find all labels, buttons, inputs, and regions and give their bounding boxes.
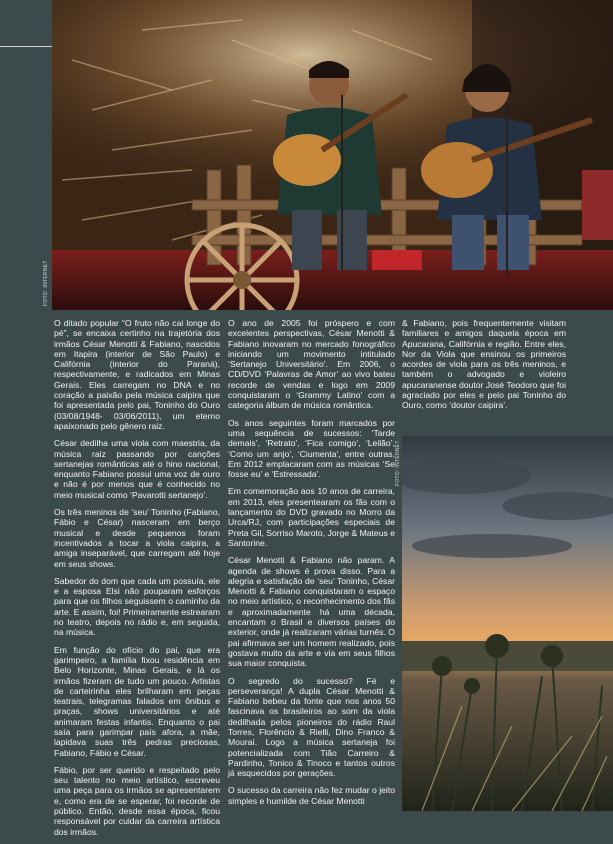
paragraph: O segredo do sucesso? Fé e perseverança! A dupla César Menotti & Fabiano bebeu da fonte que nos anos 50 fascinava os brasileiros ao som da viola dedilhada pelos pioneiros do rádio Raul Torres, Florêncio & Rielli, Dino Franco & Mouraí. Logo a música sertaneja foi potencializada com Tião Carreiro & Pardinho, Tonico & Tinoco e tantos outros já esquecidos por gerações. xyxy=(228,675,395,779)
paragraph: Os anos seguintes foram marcados por uma sequência de sucessos: ‘Tarde demais’, ‘Retrato’, ‘Fica comigo’, ‘Leilão’, ‘Como um anjo’, ‘Ciumenta’, entre outras. Em 2012 emplacaram com as músicas ‘Se fosse eu’ e ‘Estressada’. xyxy=(228,417,395,480)
concert-photo xyxy=(52,0,613,310)
paragraph: O ano de 2005 foi próspero e com excelentes perspectivas, César Menotti & Fabiano inovaram no mercado fonográfico iniciando um movimento intitulado ‘Sertanejo Universitário’. Em 2006, o CD/DVD ‘Palavras de Amor’ ao vivo bateu recorde de vendas e logo em 2009 conquistaram o ‘Grammy Latino’ com a categoria álbum de música romântica. xyxy=(228,318,395,411)
sunset-illustration xyxy=(402,436,613,811)
text-column-2 xyxy=(228,318,395,813)
paragraph: Em função do ofício do pai, que era garimpeiro, a família fixou residência em Belo Horizonte, Minas Gerais, e lá os irmãos fizeram de tudo um pouco. Artistas de carteirinha eles brilharam em peças teatrais, telegramas falados em ônibus e praças, shows universitários e até animaram festas infantis. Enquanto o pai saía para garimpar país afora, a mãe, lapidava suas três pedras preciosas, Fabiano, Fábio e César. xyxy=(54,644,220,758)
text-column-3 xyxy=(402,318,566,418)
paragraph: O ditado popular “O fruto não cai longe do pé”, se encaixa certinho na trajetória dos irmãos César Menotti & Fabiano, nascidos em Itapira (interior de São Paulo) e Califórnia (interior do Paraná), respectivamente, e radicados em Minas Gerais. Eles carregam no DNA e no coração a paixão pela música caipira que foi apresentada pelo pai, Toninho do Ouro (03/08/1948- 03/06/2011), um eterno apaixonado pelo gênero raiz. xyxy=(54,318,220,431)
text-column-1 xyxy=(54,318,220,844)
paragraph: César dedilha uma viola com maestria, da música raiz passando por canções sertanejas românticas até o hino nacional, enquanto Fabiano possui uma voz de ouro e não é por menos que é conhecido no meio musical como ‘Pavarotti sertanejo’. xyxy=(54,438,220,500)
concert-illustration xyxy=(52,0,613,310)
photo-credit-sunset: FOTO: INTERNET xyxy=(395,440,401,486)
paragraph: Em comemoração aos 10 anos de carreira, em 2013, eles presentearam os fãs com o lançamento do DVD gravado no Morro da Urca/RJ, com participações especiais de Preta Gil, Sorriso Maroto, Jorge & Mateus e Santorine. xyxy=(228,486,395,548)
sunset-photo xyxy=(402,436,613,811)
paragraph: O sucesso da carreira não fez mudar o jeito simples e humilde de César Menotti xyxy=(228,785,395,806)
paragraph: Fábio, por ser querido e respeitado pelo seu talento no meio artístico, escreveu uma peça para os irmãos se apresentarem e, como era de se esperar, foi recorde de público. Então, desde essa época, ficou responsável por cuidar da carreira artística dos irmãos. xyxy=(54,764,220,837)
paragraph: & Fabiano, pois frequentemente visitam familiares e amigos daquela época em Apucarana, Califórnia e região. Entre eles, Nor da Viola que ensinou os primeiros acordes de viola para os três meninos, e também o advogado e violeiro apucaranense doutor José Teodoro que foi agraciado por eles e pelo pai Toninho do Ouro, como ‘doutor caipira’. xyxy=(402,318,566,411)
paragraph: César Menotti & Fabiano não param. A agenda de shows é prova disso. Para a alegria e satisfação de ‘seu’ Toninho, César Menotti & Fabiano conquistaram o espaço no meio artístico, o reconhecimento dos fãs e aproximadamente há uma década, encantam o Brasil e diversos países do exterior, onde já realizaram várias turnês. O pai afirmava ser um homem realizado, pois gostava muito da arte e via em seus filhos sua maior conquista. xyxy=(228,555,395,669)
paragraph: Sabedor do dom que cada um possuía, ele e a esposa Elsi não pouparam esforços para que os filhos seguissem o caminho da arte. E assim, foi! Primeiramente estrearam no teatro, depois no rádio e, em seguida, na música. xyxy=(54,575,220,638)
paragraph: Os três meninos de ‘seu’ Toninho (Fabiano, Fábio e César) nasceram em berço musical e desde pequenos foram incentivados a tocar a viola caipira, a amiga inseparável, que carregam até hoje em seus shows. xyxy=(54,507,220,569)
photo-credit-top: FOTO: INTERNET xyxy=(43,260,49,306)
